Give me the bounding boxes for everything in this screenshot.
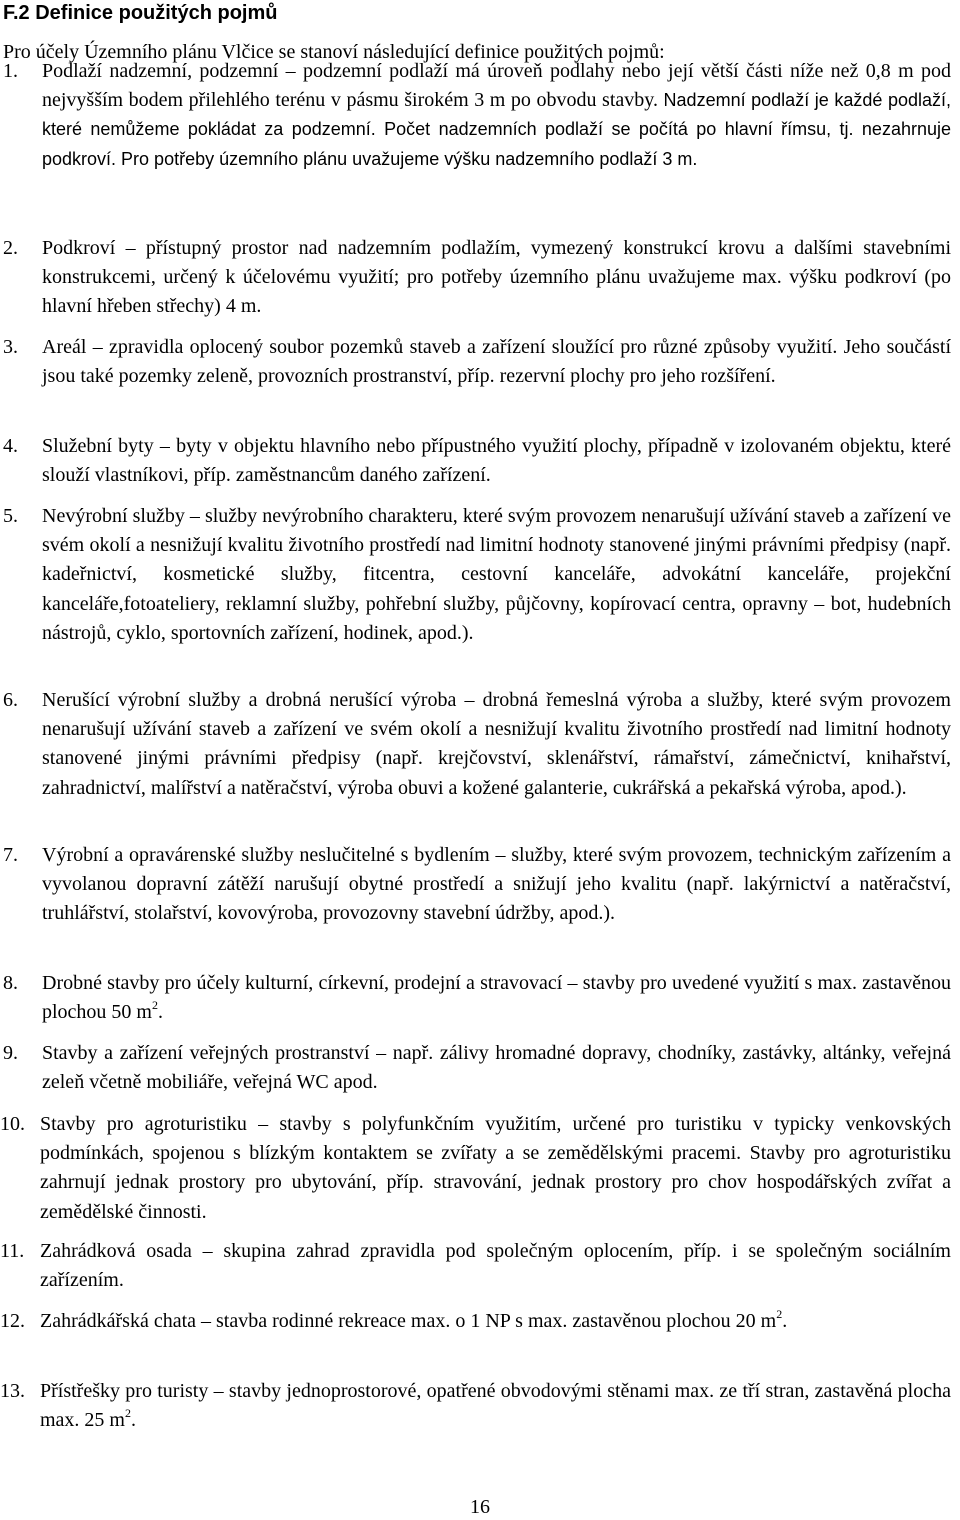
superscript: 2	[152, 998, 158, 1013]
item-number: 8.	[3, 972, 18, 994]
item-number: 9.	[3, 1042, 18, 1064]
item-text	[40, 1307, 951, 1336]
item-text-part: Podlaží nadzemní, podzemní – podzemní podlaží má úroveň podlahy nebo její větší části níže než 0,8 m pod nejvyšším bodem přilehlého terénu v pásmu širokém 3 m po obvodu stavby.	[42, 60, 951, 112]
item-text: Nerušící výrobní služby a drobná nerušící výroba – drobná řemeslná výroba a služby, které svým provozem nenarušují užívání staveb a zařízení ve svém okolí a nesnižují kvalitu životního prostředí nad limitní hodnoty stanovené jinými právními předpisy (např. krejčovství, sklenářství, rámařství, zámečnictví, knihařství, zahradnictví, malířství a natěračství, výroba obuvi a kožené galanterie, cukrářská a pekařská výroba, apod.).	[42, 689, 951, 799]
definition-item-9	[0, 1039, 951, 1097]
item-text: Stavby a zařízení veřejných prostranství – např. zálivy hromadné dopravy, chodníky, zastávky, altánky, veřejná zeleň včetně mobiliáře, veřejná WC apod.	[42, 1042, 951, 1094]
item-number: 5.	[3, 505, 18, 527]
page-number: 16	[470, 1496, 490, 1518]
definition-item-10	[0, 1110, 951, 1227]
item-number: 7.	[3, 844, 18, 866]
item-number: 3.	[3, 336, 18, 358]
item-text-part: Zahrádkářská chata – stavba rodinné rekreace max. o 1 NP s max. zastavěnou plochou 20 m	[40, 1310, 777, 1332]
item-text	[42, 969, 951, 1027]
item-number: 1.	[3, 60, 18, 82]
item-number: 11.	[0, 1240, 25, 1262]
item-number: 4.	[3, 435, 18, 457]
definition-item-1	[0, 57, 951, 174]
item-text-tail: .	[782, 1310, 788, 1332]
item-text	[42, 57, 951, 174]
item-text: Stavby pro agroturistiku – stavby s polyfunkčním využitím, určené pro turistiku v typicky venkovských podmínkách, spojenou s blízkým kontaktem se zvířaty a se zemědělskými pracemi. Stavby pro agroturistiku zahrnují jednak prostory pro ubytování, příp. stravování, jednak prostory pro chov hospodářských zvířat a zemědělské činnosti.	[40, 1113, 951, 1223]
item-text: Areál – zpravidla oplocený soubor pozemků staveb a zařízení sloužící pro různé způsoby využití. Jeho součástí jsou také pozemky zeleně, provozních prostranství, příp. rezervní plochy pro jeho rozšíření.	[42, 336, 951, 388]
item-number: 12.	[0, 1310, 25, 1332]
item-text	[40, 1377, 951, 1435]
item-number: 13.	[0, 1380, 25, 1402]
superscript: 2	[776, 1307, 783, 1321]
superscript: 2	[125, 1406, 131, 1421]
item-text-tail: .	[158, 1001, 163, 1024]
definition-item-4	[0, 432, 951, 490]
item-text: Zahrádková osada – skupina zahrad zpravidla pod společným oplocením, příp. i se společným sociálním zařízením.	[40, 1240, 951, 1292]
item-number: 2.	[3, 237, 18, 259]
definition-item-5	[0, 502, 951, 648]
definition-item-8	[0, 969, 951, 1027]
item-text-part: Přístřešky pro turisty – stavby jednoprostorové, opatřené obvodovými stěnami max. ze tří stran, zastavěná plocha max. 25 m	[40, 1380, 951, 1432]
item-text-part-sans: Nadzemní podlaží je každé podlaží, které nemůžeme pokládat za podzemní. Počet nadzemních podlaží se počítá po hlavní římsu, tj. nezahrnuje podkroví. Pro potřeby územního plánu uvažujeme výšku nadzemního podlaží 3 m.	[42, 90, 951, 169]
item-text: Výrobní a opravárenské služby neslučitelné s bydlením – služby, které svým provozem, technickým zařízením a vyvolanou dopravní zátěží narušují obytné prostředí a snižují jeho kvalitu (např. lakýrnictví a natěračství, truhlářství, stolařství, kovovýroba, provozovny stavební údržby, apod.).	[42, 844, 951, 925]
definition-item-12	[0, 1307, 951, 1336]
item-text: Nevýrobní služby – služby nevýrobního charakteru, které svým provozem nenarušují užívání staveb a zařízení ve svém okolí a nesnižují kvalitu životního prostředí nad limitní hodnoty stanovené jinými právními předpisy (např. kadeřnictví, kosmetické služby, fitcentra, cestovní kanceláře, advokátní kanceláře, projekční kanceláře,fotoateliery, reklamní služby, pohřební služby, půjčovny, kopírovací centra, opravny – bot, hudebních nástrojů, cyklo, sportovních zařízení, hodinek, apod.).	[42, 505, 951, 644]
definition-item-7	[0, 841, 951, 929]
item-number: 10.	[0, 1113, 25, 1135]
item-text: Služební byty – byty v objektu hlavního nebo přípustného využití plochy, případně v izolovaném objektu, které slouží vlastníkovi, příp. zaměstnancům daného zařízení.	[42, 435, 951, 487]
definition-item-3	[0, 333, 951, 391]
definition-item-13	[0, 1377, 951, 1435]
item-text: Podkroví – přístupný prostor nad nadzemním podlažím, vymezený konstrukcí krovu a dalšími stavebními konstrukcemi, určený k účelovému využití; pro potřeby územního plánu uvažujeme max. výšku podkroví (po hlavní hřeben střechy) 4 m.	[42, 237, 951, 318]
item-text-part: Drobné stavby pro účely kulturní, církevní, prodejní a stravovací – stavby pro uvedené využití s max. zastavěnou plochou 50 m	[42, 972, 951, 1024]
item-number: 6.	[3, 689, 18, 711]
definition-item-11	[0, 1237, 951, 1295]
item-text-tail: .	[131, 1409, 136, 1432]
intro-paragraph: Pro účely Územního plánu Vlčice se stanoví následující definice použitých pojmů:	[3, 41, 665, 63]
definition-item-6	[0, 686, 951, 803]
section-heading: F.2 Definice použitých pojmů	[3, 2, 278, 24]
definition-item-2	[0, 234, 951, 322]
